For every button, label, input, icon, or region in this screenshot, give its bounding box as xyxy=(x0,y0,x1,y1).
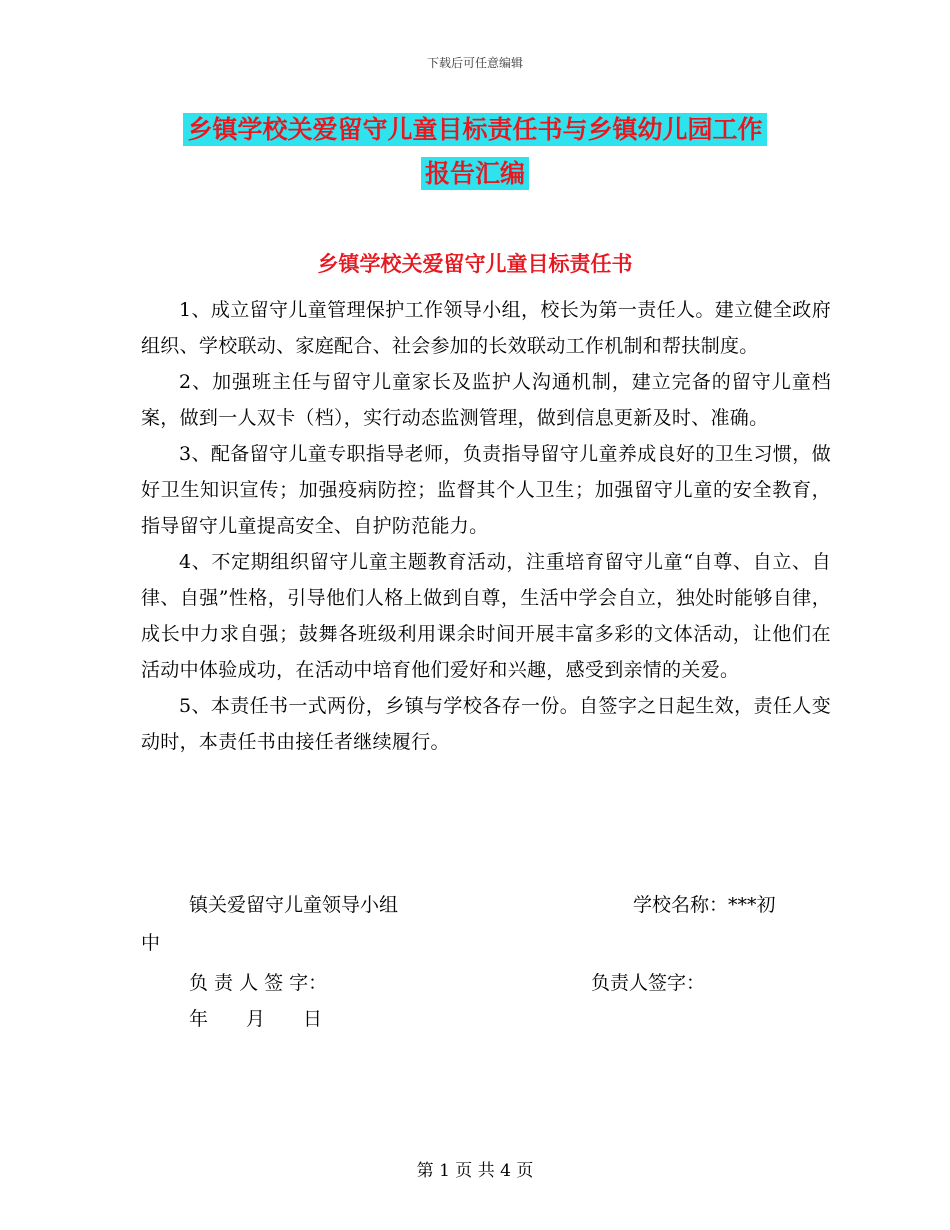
signature-date: 年 月 日 xyxy=(189,1008,323,1030)
paragraph-4: 4、不定期组织留守儿童主题教育活动，注重培育留守儿童“自尊、自立、自律、自强”性格，引导他们人格上做到自尊，生活中学会自立，独处时能够自律，成长中力求自强；鼓舞各班级利用课余时间开展丰富多彩的文体活动，让他们在活动中体验成功，在活动中培育他们爱好和兴趣，感受到亲情的关爱。 xyxy=(141,551,831,681)
signature-right-school-wrap: 中 xyxy=(141,932,161,954)
paragraph-5: 5、本责任书一式两份，乡镇与学校各存一份。自签字之日起生效，责任人变动时，本责任书由接任者继续履行。 xyxy=(141,695,831,753)
document-title-line1: 乡镇学校关爱留守儿童目标责任书与乡镇幼儿园工作 xyxy=(0,110,950,146)
section-title: 乡镇学校关爱留守儿童目标责任书 xyxy=(317,252,633,276)
signature-right-school: 学校名称：***初 xyxy=(633,894,776,916)
paragraph-3: 3、配备留守儿童专职指导老师，负责指导留守儿童养成良好的卫生习惯，做好卫生知识宣传；加强疫病防控；监督其个人卫生；加强留守儿童的安全教育，指导留守儿童提高安全、自护防范能力。 xyxy=(141,443,831,537)
signature-left-org: 镇关爱留守儿童领导小组 xyxy=(189,894,399,916)
document-title-line2: 报告汇编 xyxy=(0,154,950,190)
signature-left-sign: 负 责 人 签 字： xyxy=(189,972,328,994)
signature-right-sign: 负责人签字： xyxy=(591,972,706,994)
paragraph-2: 2、加强班主任与留守儿童家长及监护人沟通机制，建立完备的留守儿童档案，做到一人双卡（档），实行动态监测管理，做到信息更新及时、准确。 xyxy=(141,371,831,429)
page-footer: 第 1 页 共 4 页 xyxy=(416,1161,534,1181)
header-note: 下载后可任意编辑 xyxy=(426,56,523,70)
document-body xyxy=(141,292,831,760)
paragraph-1: 1、成立留守儿童管理保护工作领导小组，校长为第一责任人。建立健全政府组织、学校联动、家庭配合、社会参加的长效联动工作机制和帮扶制度。 xyxy=(141,299,831,357)
